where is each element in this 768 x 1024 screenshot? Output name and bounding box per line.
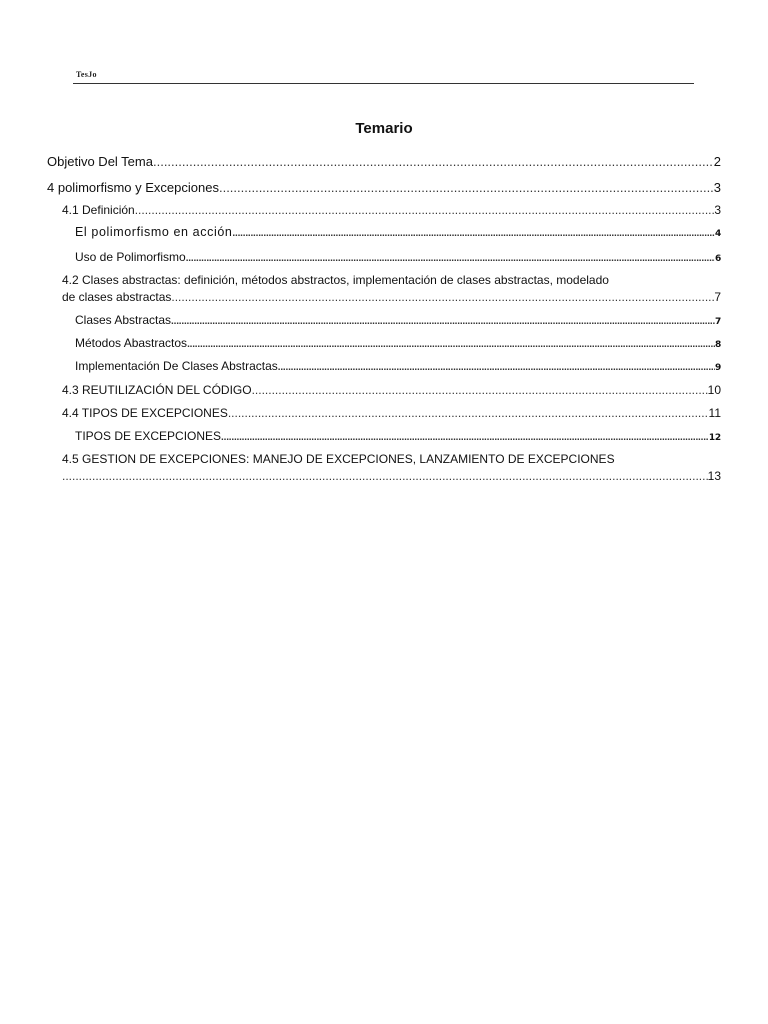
toc-page-number: 4	[714, 229, 721, 239]
toc-entry-4-1[interactable]	[62, 203, 721, 217]
toc-entry-label: Uso de Polimorfismo	[75, 250, 186, 264]
toc-entry-label: 4.1 Definición	[62, 203, 135, 217]
dot-leader	[186, 253, 715, 264]
toc-entry-implementacion-clases-abstractas[interactable]	[75, 359, 721, 373]
toc-entry-label: 4.3 REUTILIZACIÓN DEL CÓDIGO	[62, 383, 252, 397]
dot-leader	[219, 180, 714, 195]
dot-leader	[135, 203, 715, 217]
toc-title: Temario	[355, 120, 413, 137]
toc-entry-4-2-line-1[interactable]: 4.2 Clases abstractas: definición, métodos abstractos, implementación de clases abstractas, modelado	[62, 273, 609, 287]
toc-page-number: 9	[714, 363, 721, 373]
toc-entry-label: Objetivo Del Tema	[47, 154, 153, 169]
toc-entry-tipos-de-excepciones[interactable]	[75, 429, 721, 443]
toc-entry-4-5-line-1[interactable]: 4.5 GESTION DE EXCEPCIONES: MANEJO DE EXCEPCIONES, LANZAMIENTO DE EXCEPCIONES	[62, 452, 615, 466]
toc-entry-label: Métodos Abastractos	[75, 336, 188, 350]
toc-entry-4-5[interactable]	[62, 469, 721, 483]
dot-leader	[232, 228, 715, 239]
toc-entry-label: TIPOS DE EXCEPCIONES	[75, 429, 222, 443]
toc-page-number: 7	[714, 317, 721, 327]
toc-entry-polimorfismo-en-accion[interactable]	[75, 225, 721, 239]
toc-entry-metodos-abastractos[interactable]	[75, 336, 721, 350]
dot-leader	[153, 154, 714, 169]
toc-page-number: 2	[713, 154, 721, 169]
toc-entry-chapter-4[interactable]	[47, 180, 721, 195]
toc-entry-label: Clases Abstractas	[75, 313, 172, 327]
toc-page-number: 13	[707, 469, 721, 483]
running-header: TesJo	[76, 70, 97, 79]
toc-page-number: 6	[714, 254, 721, 264]
toc-page-number: 3	[714, 203, 721, 217]
toc-page-number: 8	[714, 340, 721, 350]
toc-page-number: 11	[708, 406, 721, 420]
toc-entry-label: 4 polimorfismo y Excepciones	[47, 180, 219, 195]
dot-leader	[171, 290, 714, 304]
toc-entry-4-3[interactable]	[62, 383, 721, 397]
dot-leader	[278, 362, 715, 373]
dot-leader	[187, 339, 715, 350]
toc-entry-label: El polimorfismo en acción	[75, 225, 233, 239]
toc-entry-objetivo[interactable]	[47, 154, 721, 169]
toc-entry-label: 4.4 TIPOS DE EXCEPCIONES	[62, 406, 228, 420]
toc-entry-label: Implementación De Clases Abstractas	[75, 359, 278, 373]
toc-entry-label: de clases abstractas	[62, 290, 172, 304]
dot-leader	[62, 469, 708, 483]
toc-page-number: 3	[713, 180, 721, 195]
dot-leader	[221, 432, 709, 443]
toc-page-number: 7	[714, 290, 721, 304]
dot-leader	[228, 406, 709, 420]
toc-page-number: 10	[707, 383, 721, 397]
toc-entry-4-4[interactable]	[62, 406, 721, 420]
toc-entry-uso-de-polimorfismo[interactable]	[75, 250, 721, 264]
dot-leader	[252, 383, 708, 397]
toc-page-number: 12	[708, 433, 721, 443]
toc-entry-4-2[interactable]	[62, 290, 721, 304]
toc-entry-clases-abstractas[interactable]	[75, 313, 721, 327]
dot-leader	[171, 316, 715, 327]
